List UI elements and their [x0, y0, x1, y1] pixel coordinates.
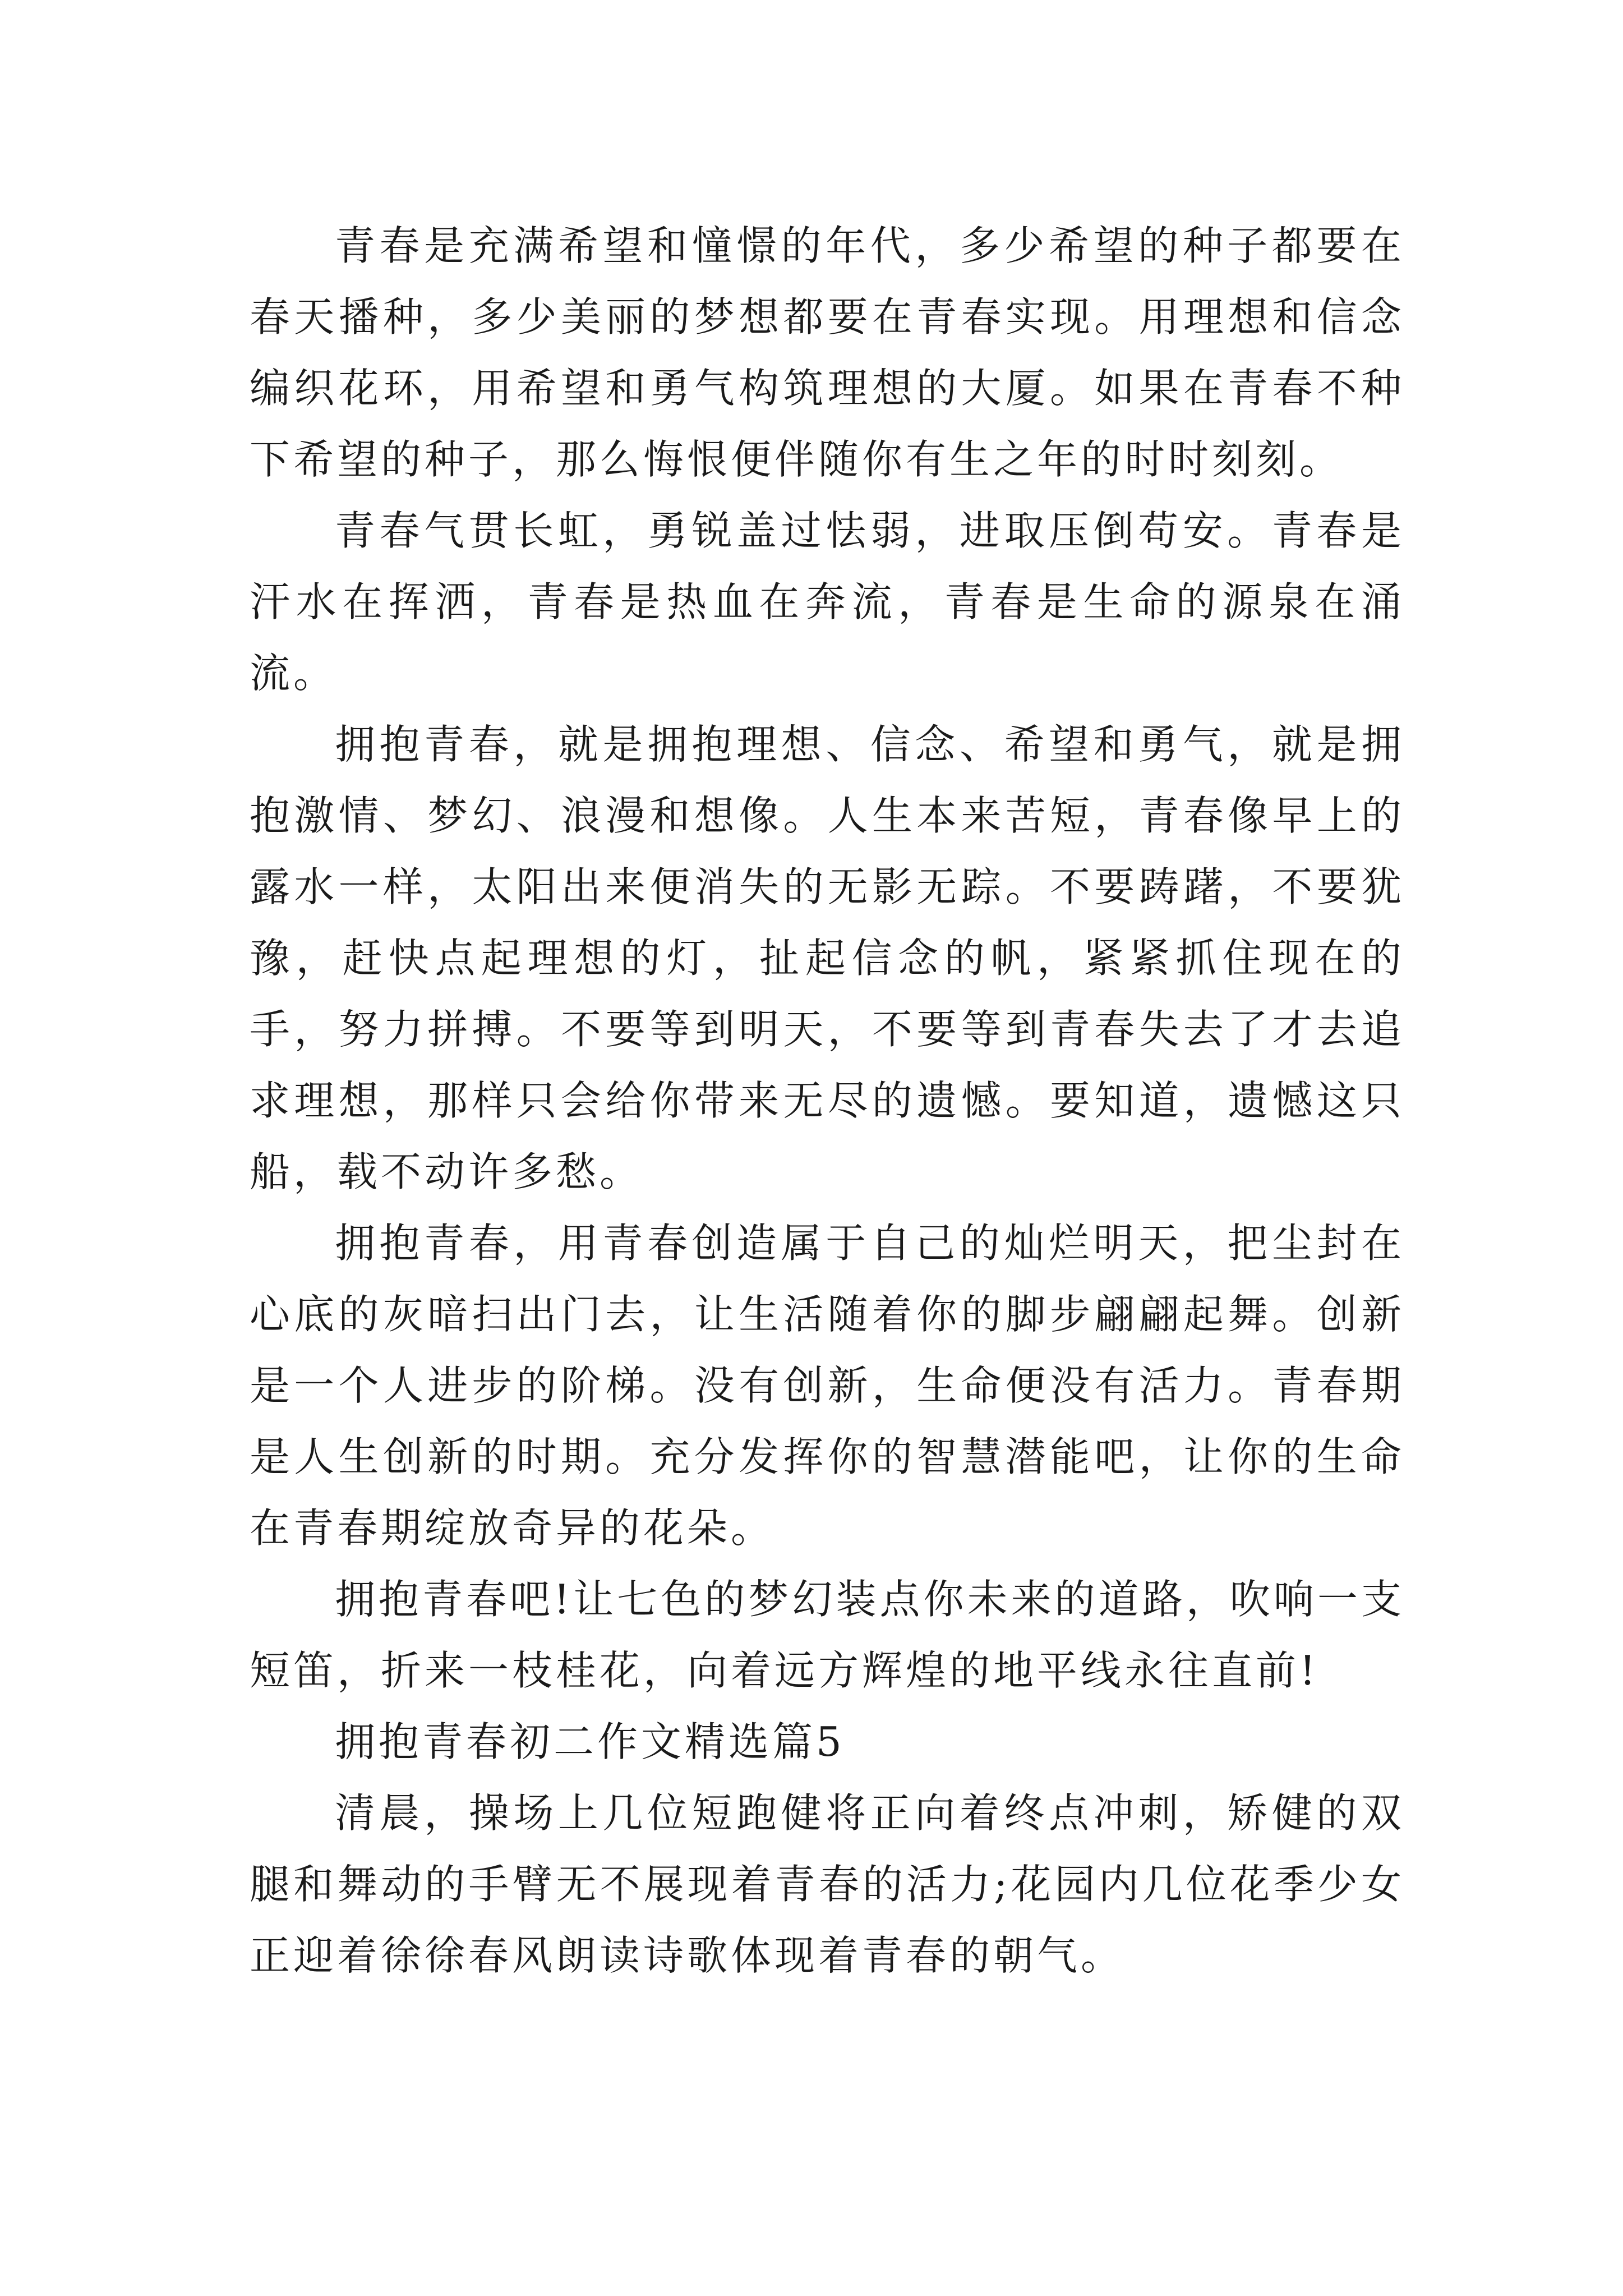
paragraph-innovation: 拥抱青春，用青春创造属于自己的灿烂明天，把尘封在心底的灰暗扫出门去，让生活随着你的脚步翩翩起舞。创新是一个人进步的阶梯。没有创新，生命便没有活力。青春期是人生创新的时期。充分发挥你的智慧潜能吧，让你的生命在青春期绽放奇异的花朵。: [250, 1220, 1405, 1552]
paragraph-embrace-youth: 拥抱青春吧!让七色的梦幻装点你未来的道路，吹响一支短笛，折来一枝桂花，向着远方辉煌的地平线永往直前!: [250, 1576, 1405, 1694]
paragraph-hope: 青春是充满希望和憧憬的年代，多少希望的种子都要在春天播种，多少美丽的梦想都要在青春实现。用理想和信念编织花环，用希望和勇气构筑理想的大厦。如果在青春不种下希望的种子，那么悔恨便伴随你有生之年的时时刻刻。: [250, 222, 1405, 483]
paragraph-morning: 清晨，操场上几位短跑健将正向着终点冲刺，矫健的双腿和舞动的手臂无不展现着青春的活力;花园内几位花季少女正迎着徐徐春风朗读诗歌体现着青春的朝气。: [250, 1789, 1405, 1979]
paragraph-embrace-ideals: 拥抱青春，就是拥抱理想、信念、希望和勇气，就是拥抱激情、梦幻、浪漫和想像。人生本来苦短，青春像早上的露水一样，太阳出来便消失的无影无踪。不要踌躇，不要犹豫，赶快点起理想的灯，扯起信念的帆，紧紧抓住现在的手，努力拼搏。不要等到明天，不要等到青春失去了才去追求理想，那样只会给你带来无尽的遗憾。要知道，遗憾这只船，载不动许多愁。: [250, 721, 1405, 1195]
paragraph-rainbow: 青春气贯长虹，勇锐盖过怯弱，进取压倒苟安。青春是汗水在挥洒，青春是热血在奔流，青春是生命的源泉在涌流。: [250, 507, 1405, 697]
section-heading: 拥抱青春初二作文精选篇5: [335, 1718, 845, 1765]
document-body: [250, 210, 1405, 1991]
